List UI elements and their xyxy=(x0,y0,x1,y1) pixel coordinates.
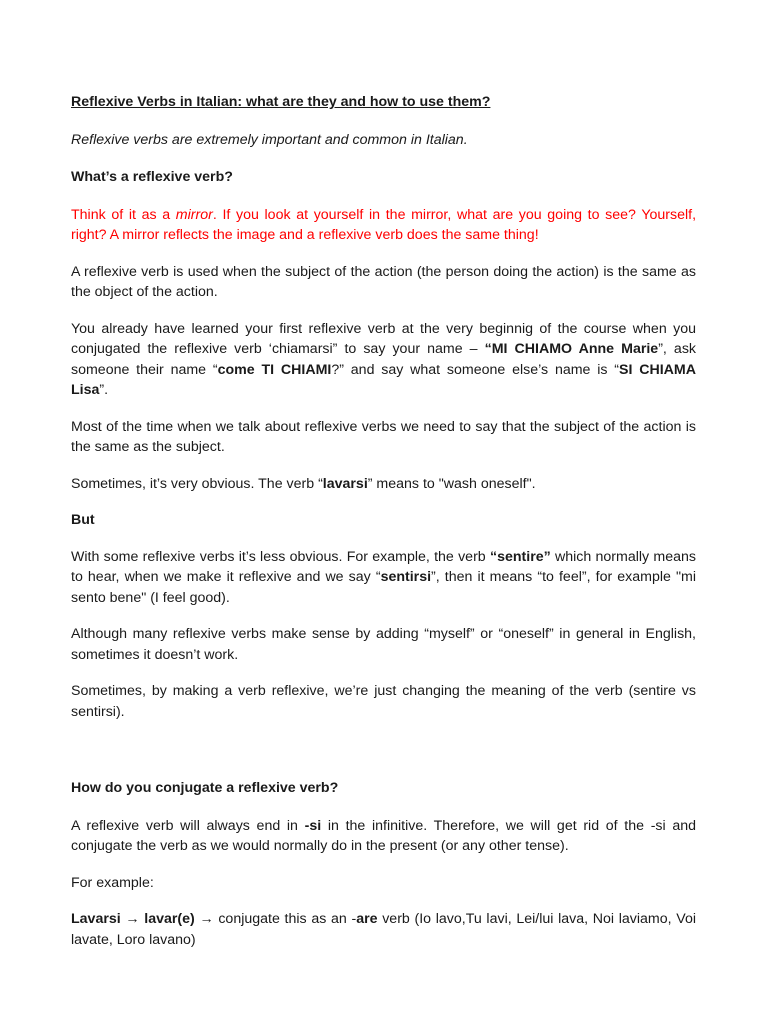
obvious-text-c: ” means to "wash oneself". xyxy=(367,475,536,492)
conjugation-forms: verb (Io lavo,Tu lavi, Lei/lui lava, Noi laviamo, Voi lavate, Loro lavano) xyxy=(71,911,696,948)
first-verb-text-c: ”, ask someone their name “ xyxy=(71,341,697,378)
come-ti-chiami-example: come TI CHIAMI xyxy=(217,361,332,378)
are-ending: are xyxy=(356,911,378,927)
obvious-paragraph xyxy=(71,474,696,495)
intro-paragraph: Reflexive verbs are extremely important and common in Italian. xyxy=(71,131,468,148)
mirror-paragraph xyxy=(71,205,696,246)
sentire-text-e: ”, then it means “to feel”, for example "mi sento bene" (I feel good). xyxy=(71,569,696,606)
mi-chiamo-example: “MI CHIAMO Anne Marie xyxy=(484,341,659,357)
definition-paragraph: A reflexive verb is used when the subject of the action (the person doing the action) is the same as the object of the action. xyxy=(71,263,696,300)
mirror-text-c: . If you look at yourself in the mirror, what are you going to see? Yourself, right? A mirror reflects the image and a reflexive verb does the same thing! xyxy=(71,206,697,243)
sentire-text-c: which normally means to hear, when we make it reflexive and we say “ xyxy=(71,548,697,585)
most-of-time-paragraph: Most of the time when we talk about reflexive verbs we need to say that the subject of the action is the same as the subject. xyxy=(71,418,696,455)
mirror-text-emphasis: mirror xyxy=(175,206,213,223)
document-body xyxy=(71,92,696,966)
sentire-paragraph xyxy=(71,547,696,609)
sentire-term: “sentire” xyxy=(489,548,551,565)
lavarsi-conjugation-paragraph xyxy=(71,909,696,950)
lavar-stem: lavar(e) xyxy=(144,911,195,927)
infinitive-text-c: in the infinitive. Therefore, we will get rid of the -si and conjugate the verb as we would normally do in the present (or any other tense). xyxy=(71,817,697,854)
lavarsi-term: lavarsi xyxy=(322,475,368,492)
document-title: Reflexive Verbs in Italian: what are they and how to use them? xyxy=(71,94,491,110)
infinitive-text-a: A reflexive verb will always end in xyxy=(71,817,305,834)
si-chiama-example: SI CHIAMA Lisa xyxy=(71,361,696,398)
first-verb-paragraph xyxy=(71,319,696,401)
arrow-1: → xyxy=(120,911,145,927)
heading-how-to-conjugate: How do you conjugate a reflexive verb? xyxy=(71,780,339,796)
meaning-change-paragraph: Sometimes, by making a verb reflexive, we’re just changing the meaning of the verb (sentire vs sentirsi). xyxy=(71,683,696,720)
obvious-text-a: Sometimes, it’s very obvious. The verb “ xyxy=(71,475,323,492)
heading-what-is-reflexive: What’s a reflexive verb? xyxy=(71,169,233,185)
sentire-text-a: With some reflexive verbs it’s less obvious. For example, the verb xyxy=(71,548,490,565)
first-verb-text-a: You already have learned your first reflexive verb at the very beginnig of the course when you conjugated the reflexive verb ‘chiamarsi” to say your name – xyxy=(71,320,696,357)
lavarsi-infinitive: Lavarsi xyxy=(71,911,121,927)
although-paragraph: Although many reflexive verbs make sense by adding “myself” or “oneself” in general in English, sometimes it doesn’t work. xyxy=(71,626,696,663)
mirror-text-a: Think of it as a xyxy=(71,206,176,223)
first-verb-text-g: ”. xyxy=(99,382,109,398)
section-spacer xyxy=(71,738,696,778)
but-heading: But xyxy=(71,512,95,528)
sentirsi-term: sentirsi xyxy=(380,569,432,585)
conjugation-text-d: → conjugate this as an - xyxy=(194,911,357,927)
infinitive-paragraph xyxy=(71,816,696,857)
for-example-paragraph: For example: xyxy=(71,874,154,891)
si-ending: -si xyxy=(304,817,322,834)
first-verb-text-e: ?” and say what someone else’s name is “ xyxy=(331,361,620,378)
